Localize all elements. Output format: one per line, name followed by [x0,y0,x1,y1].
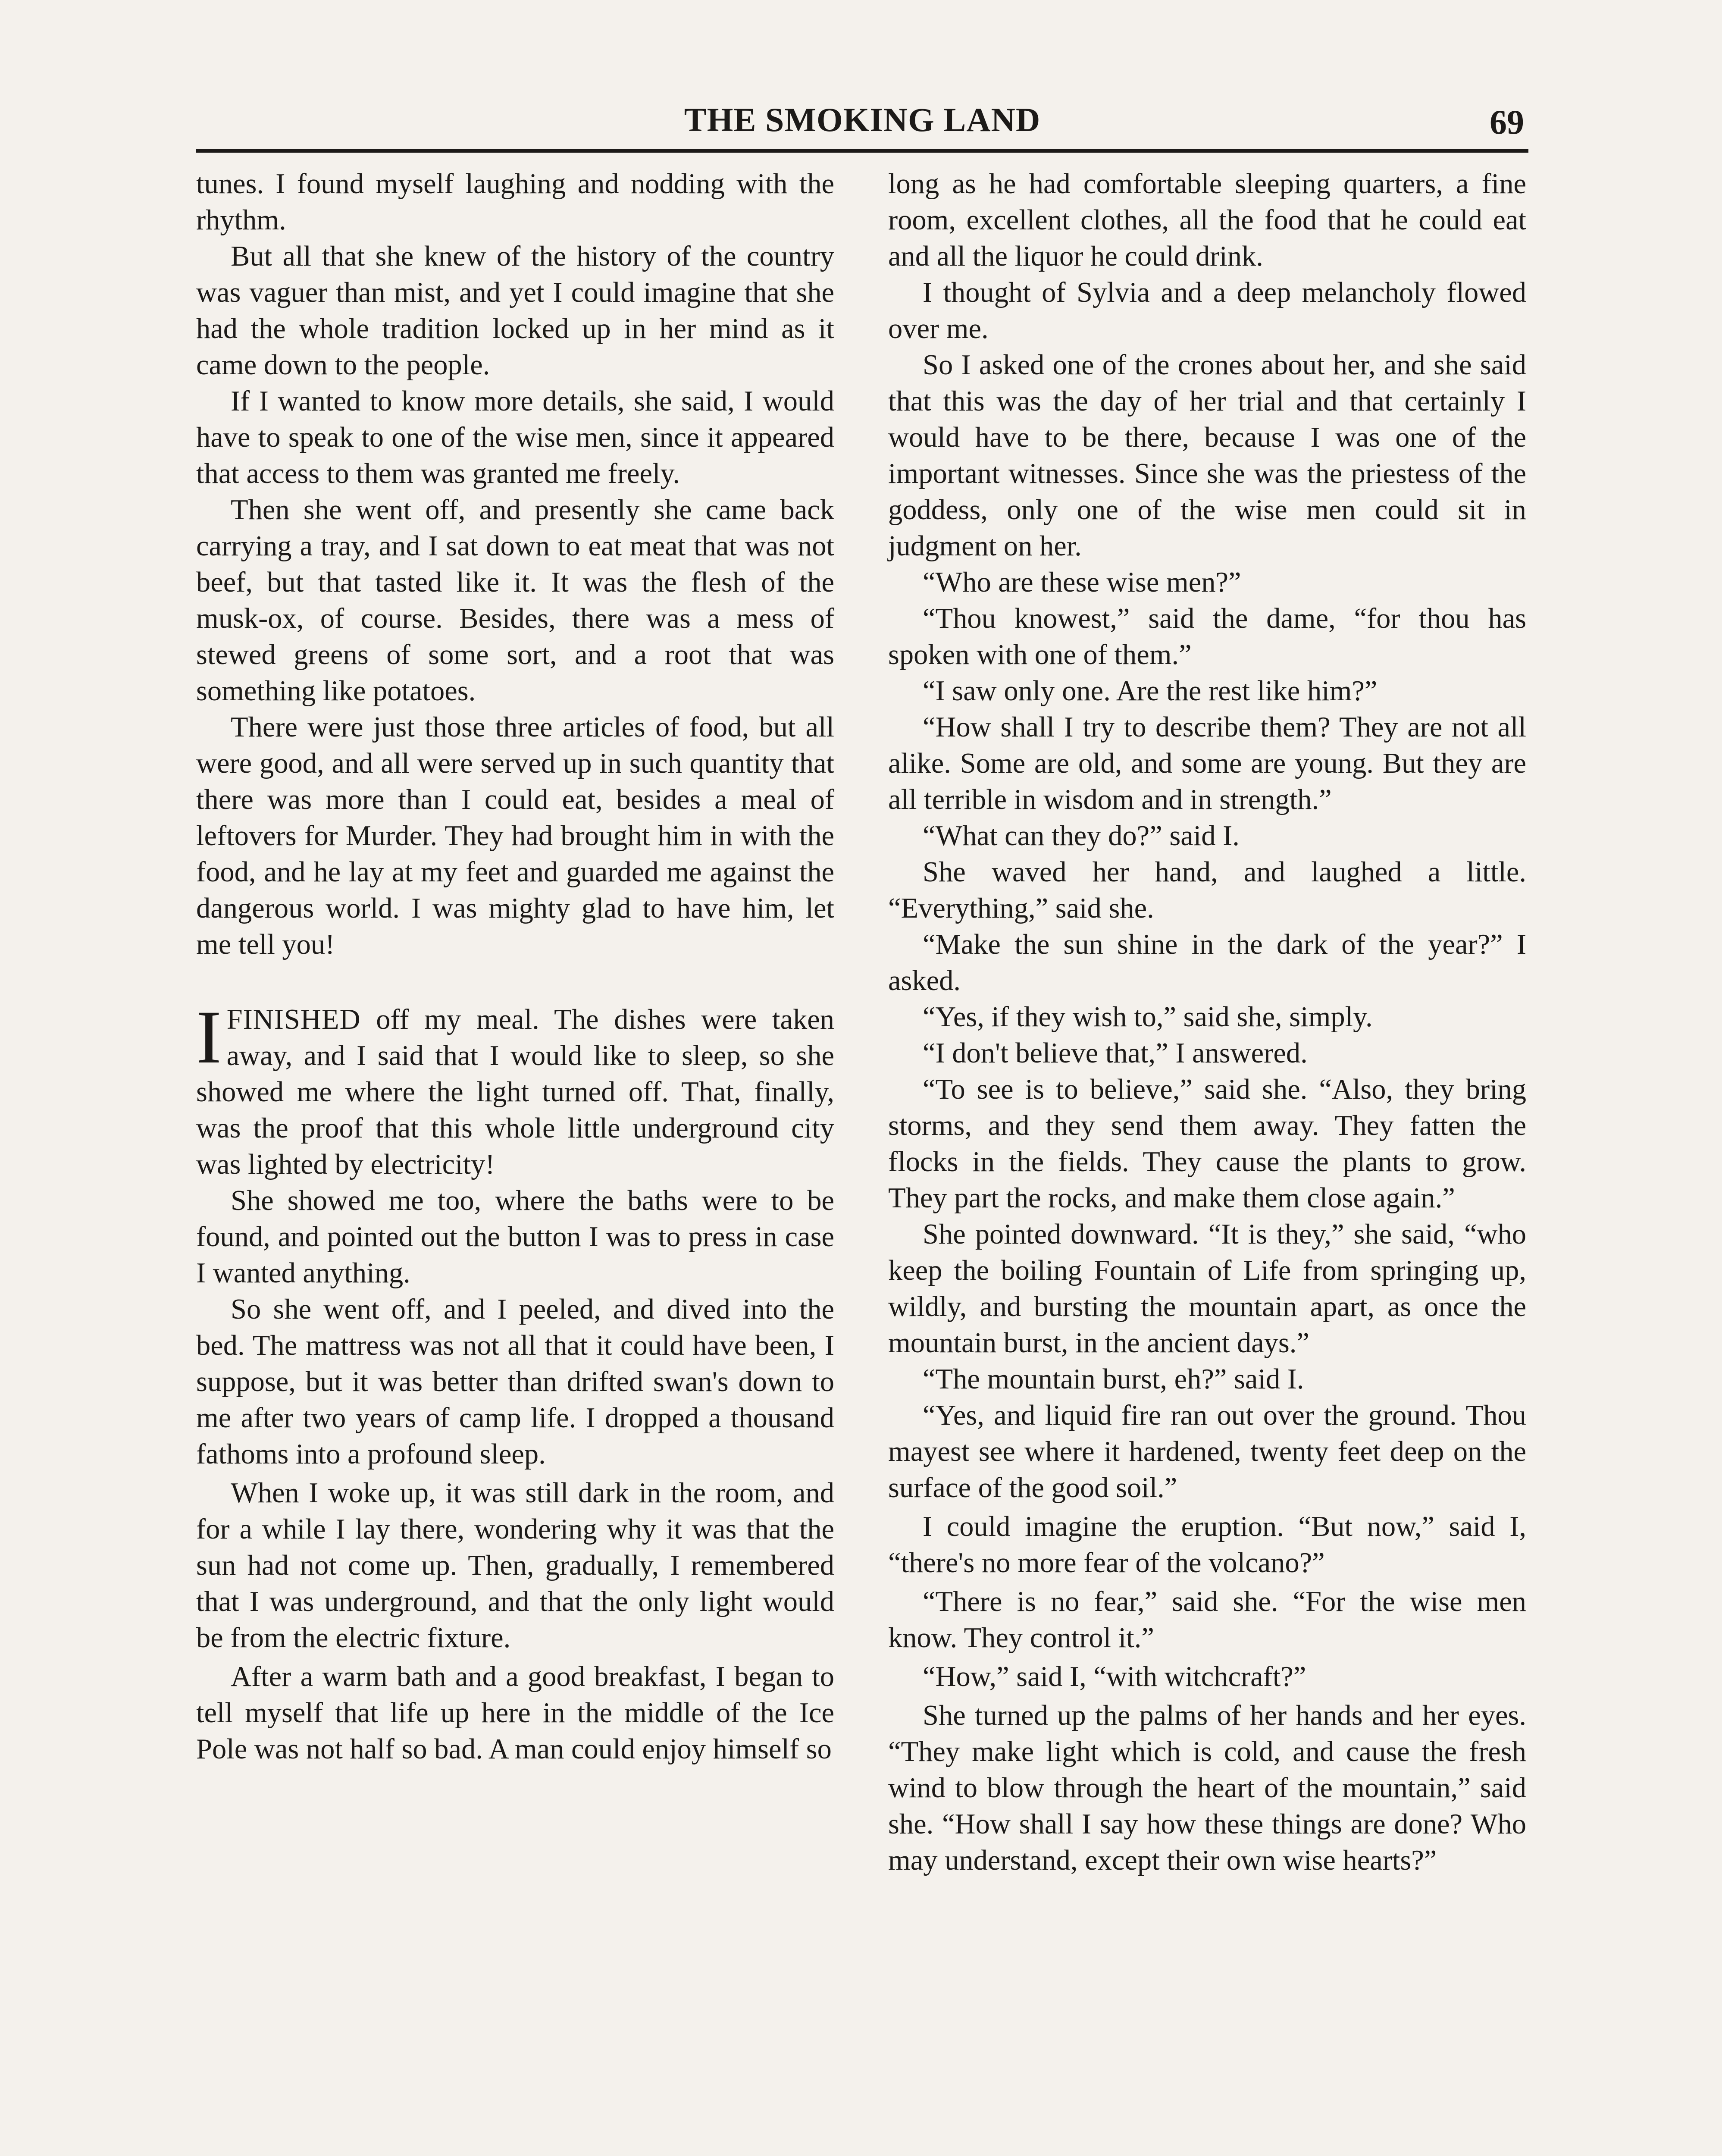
dialogue-line: “How shall I try to describe them? They are not all alike. Some are old, and some are young. But they are all terrible in wisdom and in strength.” [888,711,1526,815]
paragraph: But all that she knew of the history of the country was vaguer than mist, and yet I could imagine that she had the whole tradition locked up in her mind as it came down to the people. [196,241,834,381]
dialogue-line: I could imagine the eruption. “But now,” said I, “there's no more fear of the volcano?” [888,1511,1526,1579]
dialogue-line: She waved her hand, and laughed a little. “Everything,” said she. [888,856,1526,924]
dropcap-paragraph [196,995,834,1183]
left-column [196,166,834,1767]
dialogue-line: “The mountain burst, eh?” said I. [923,1363,1304,1395]
opening-caps: FINISHED [226,1004,361,1035]
dialogue-line: “Make the sun shine in the dark of the year?” I asked. [888,929,1526,997]
dialogue-line: “What can they do?” said I. [923,820,1240,852]
drop-cap: I [196,995,222,1079]
dialogue-line: “I saw only one. Are the rest like him?” [923,675,1378,707]
dialogue-line: She turned up the palms of her hands and her eyes. “They make light which is cold, and cause the fresh wind to blow through the heart of the mountain,” said she. “How shall I say how these things are done? Who may understand, except their own wise hearts?” [888,1700,1526,1876]
dialogue-line: “I don't believe that,” I answered. [923,1037,1308,1069]
dropcap-paragraph-text: off my meal. The dishes were taken away, and I said that I would like to sleep, so she showed me where the light turned off. That, finally, was the proof that this whole little underground city was lighted by electricity! [196,1004,834,1180]
paragraph: I thought of Sylvia and a deep melancholy flowed over me. [888,277,1526,345]
dialogue-line: “There is no fear,” said she. “For the wise men know. They control it.” [888,1586,1526,1654]
paragraph: Then she went off, and presently she came back carrying a tray, and I sat down to eat meat that was not beef, but that tasted like it. It was the flesh of the musk-ox, of course. Besides, there was a mess of stewed greens of some sort, and a root that was something like potatoes. [196,494,834,707]
dialogue-line: “To see is to believe,” said she. “Also, they bring storms, and they send them away. They fatten the flocks in the fields. They cause the plants to grow. They part the rocks, and make them close again.” [888,1074,1526,1214]
dialogue-line: “How,” said I, “with witchcraft?” [923,1661,1306,1692]
dialogue-line: “Who are these wise men?” [923,567,1241,598]
paragraph: After a warm bath and a good breakfast, I began to tell myself that life up here in the middle of the Ice Pole was not half so bad. A man could enjoy himself so [196,1661,834,1765]
paragraph: So she went off, and I peeled, and dived into the bed. The mattress was not all that it could have been, I suppose, but it was better than drifted swan's down to me after two years of camp life. I dropped a thousand fathoms into a profound sleep. [196,1294,834,1470]
running-header [196,98,1528,150]
paragraph: tunes. I found myself laughing and nodding with the rhythm. [196,168,834,236]
paragraph: long as he had comfortable sleeping quarters, a fine room, excellent clothes, all the food that he could eat and all the liquor he could drink. [888,168,1526,272]
page-number: 69 [1490,103,1524,141]
dialogue-line: “Thou knowest,” said the dame, “for thou has spoken with one of them.” [888,603,1526,671]
running-title: THE SMOKING LAND [684,101,1041,138]
paragraph: When I woke up, it was still dark in the room, and for a while I lay there, wondering why it was that the sun had not come up. Then, gradually, I remembered that I was underground, and that the only light would be from the electric fixture. [196,1477,834,1654]
paragraph: She showed me too, where the baths were to be found, and pointed out the button I was to press in case I wanted anything. [196,1185,834,1289]
paragraph: If I wanted to know more details, she said, I would have to speak to one of the wise men, since it appeared that access to them was granted me freely. [196,385,834,489]
header-rule [196,149,1528,153]
paragraph: So I asked one of the crones about her, and she said that this was the day of her trial and that certainly I would have to be there, because I was one of the important witnesses. Since she was the priestess of the goddess, only one of the wise men could sit in judgment on her. [888,349,1526,562]
section-break [196,963,834,1002]
paragraph: There were just those three articles of food, but all were good, and all were served up in such quantity that there was more than I could eat, besides a meal of leftovers for Murder. They had brought him in with the food, and he lay at my feet and guarded me against the dangerous world. I was mighty glad to have him, let me tell you! [196,711,834,960]
dialogue-line: “Yes, and liquid fire ran out over the ground. Thou mayest see where it hardened, twenty feet deep on the surface of the good soil.” [888,1400,1526,1504]
dialogue-line: “Yes, if they wish to,” said she, simply. [923,1001,1373,1033]
right-column [888,166,1526,1879]
dialogue-line: She pointed downward. “It is they,” she said, “who keep the boiling Fountain of Life from springing up, wildly, and bursting the mountain apart, as once the mountain burst, in the ancient days.” [888,1219,1526,1359]
